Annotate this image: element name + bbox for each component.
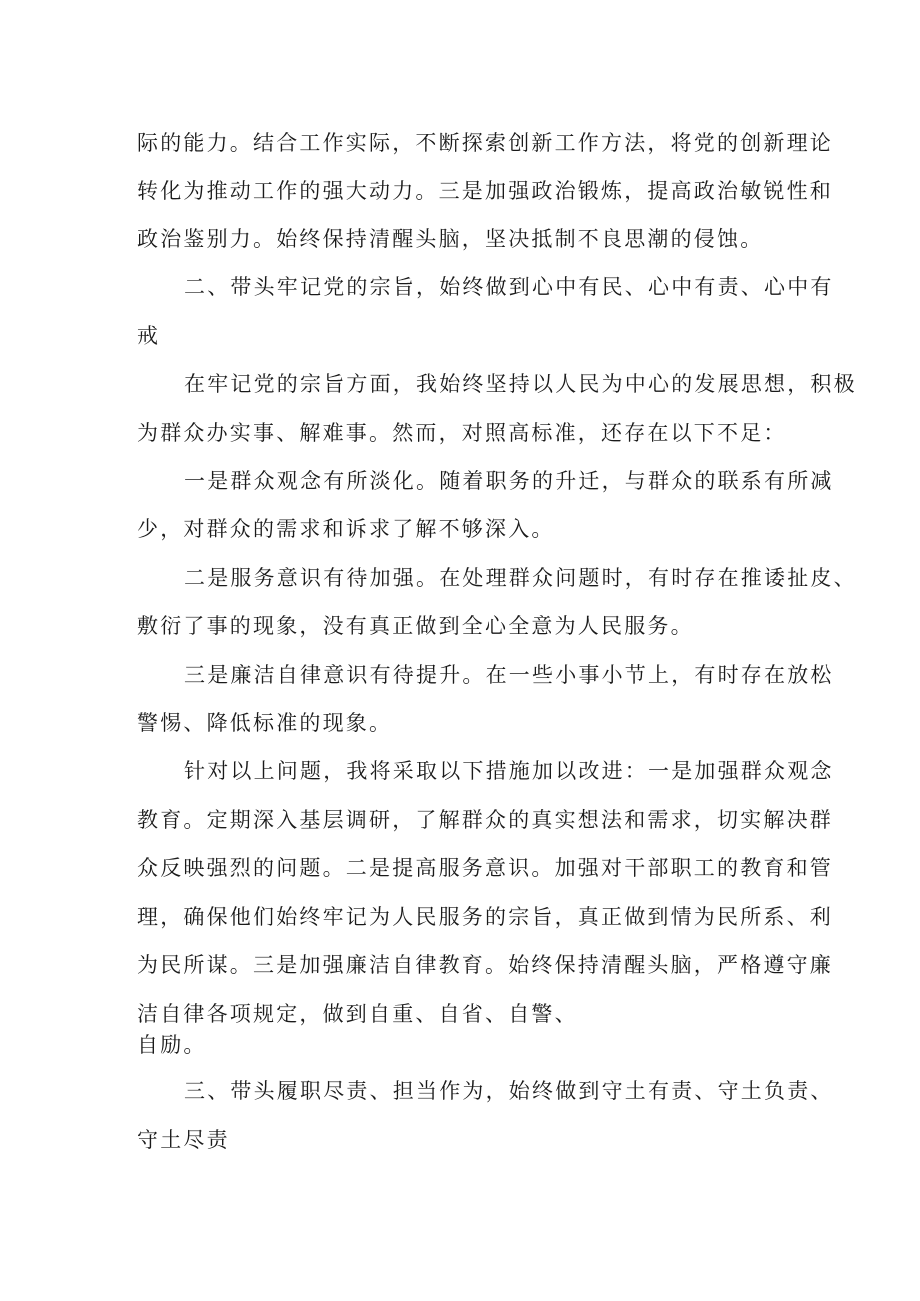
text-line: 洁自律各项规定，做到自重、自省、自警、 <box>137 1002 578 1026</box>
text-line: 一是群众观念有所淡化。随着职务的升迁，与群众的联系有所减 <box>184 469 834 493</box>
text-line: 警惕、降低标准的现象。 <box>137 711 393 735</box>
text-line: 二是服务意识有待加强。在处理群众问题时，有时存在推诿扯皮、 <box>184 566 857 590</box>
text-line: 针对以上问题，我将采取以下措施加以改进：一是加强群众观念 <box>184 759 834 783</box>
text-line: 转化为推动工作的强大动力。三是加强政治锻炼，提高政治敏锐性和 <box>137 179 833 203</box>
text-line: 际的能力。结合工作实际，不断探索创新工作方法，将党的创新理论 <box>137 131 833 155</box>
text-line: 自励。 <box>137 1033 207 1057</box>
text-line: 敷衍了事的现象，没有真正做到全心全意为人民服务。 <box>137 614 694 638</box>
text-line: 为群众办实事、解难事。然而，对照高标准，还存在以下不足： <box>137 421 787 445</box>
section-heading-continued: 戒 <box>137 324 161 348</box>
text-line: 教育。定期深入基层调研，了解群众的真实想法和需求，切实解决群 <box>137 808 833 832</box>
text-line: 理，确保他们始终牢记为人民服务的宗旨，真正做到情为民所系、利 <box>137 905 833 929</box>
text-line: 为民所谋。三是加强廉洁自律教育。始终保持清醒头脑，严格遵守廉 <box>137 953 833 977</box>
section-heading-continued: 守土尽责 <box>137 1128 230 1152</box>
text-line: 政治鉴别力。始终保持清醒头脑，坚决抵制不良思潮的侵蚀。 <box>137 227 764 251</box>
text-line: 众反映强烈的问题。二是提高服务意识。加强对干部职工的教育和管 <box>137 856 833 880</box>
section-heading: 三、带头履职尽责、担当作为，始终做到守土有责、守土负责、 <box>184 1079 834 1103</box>
section-heading: 二、带头牢记党的宗旨，始终做到心中有民、心中有责、心中有 <box>184 275 834 299</box>
text-line: 少，对群众的需求和诉求了解不够深入。 <box>137 517 555 541</box>
text-line: 三是廉洁自律意识有待提升。在一些小事小节上，有时存在放松 <box>184 663 834 687</box>
text-line: 在牢记党的宗旨方面，我始终坚持以人民为中心的发展思想，积极 <box>184 372 857 396</box>
